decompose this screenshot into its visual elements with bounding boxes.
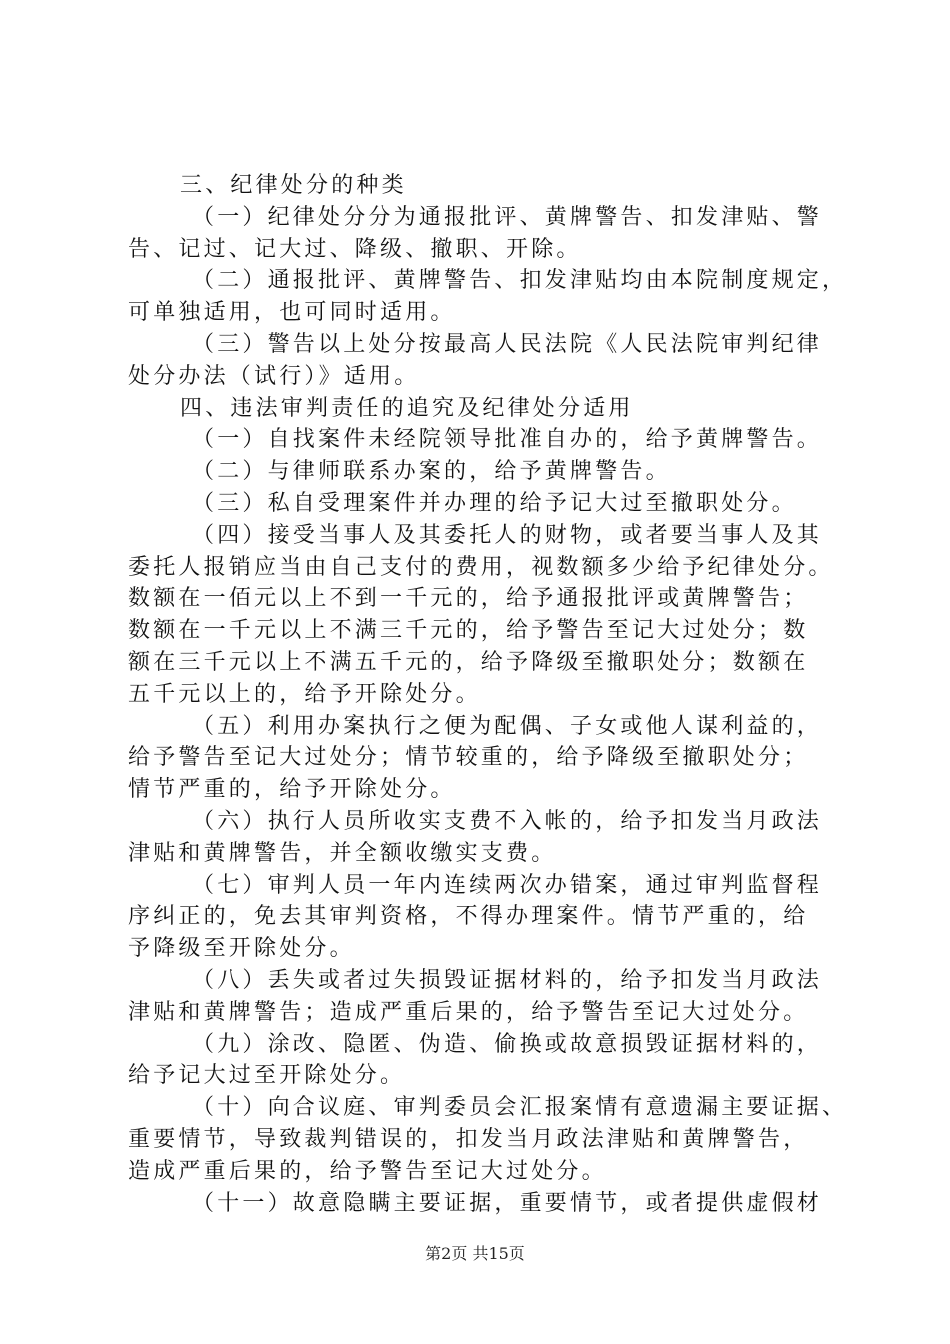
- paragraph-line: 情节严重的，给予开除处分。: [128, 777, 456, 803]
- paragraph-line: （三）私自受理案件并办理的给予记大过至撤职处分。: [192, 490, 797, 516]
- paragraph-line: （十一）故意隐瞒主要证据，重要情节，或者提供虚假材: [192, 1190, 823, 1216]
- paragraph-line: 委托人报销应当由自己支付的费用，视数额多少给予纪律处分。: [128, 554, 834, 580]
- page-number-footer: 第2页 共15页: [425, 1244, 525, 1263]
- paragraph-line: 额在三千元以上不满五千元的，给予降级至撤职处分；数额在: [128, 649, 809, 675]
- paragraph-line: 给予记大过至开除处分。: [128, 1063, 406, 1089]
- paragraph-line: 数额在一佰元以上不到一千元的，给予通报批评或黄牌警告；: [128, 586, 809, 612]
- paragraph-line: 重要情节，导致裁判错误的，扣发当月政法津贴和黄牌警告，: [128, 1126, 809, 1152]
- paragraph-line: 造成严重后果的，给予警告至记大过处分。: [128, 1158, 607, 1184]
- paragraph-line: （九）涂改、隐匿、伪造、偷换或故意损毁证据材料的，: [192, 1031, 823, 1057]
- paragraph-line: （一）纪律处分分为通报批评、黄牌警告、扣发津贴、警: [192, 204, 823, 230]
- section-heading: 三、纪律处分的种类: [180, 173, 407, 198]
- paragraph-line: （三）警告以上处分按最高人民法院《人民法院审判纪律: [192, 331, 823, 357]
- paragraph-line: 数额在一千元以上不满三千元的，给予警告至记大过处分；数: [128, 618, 809, 644]
- paragraph-line: 处分办法（试行）》适用。: [128, 363, 420, 389]
- paragraph-line: （二）与律师联系办案的，给予黄牌警告。: [192, 459, 671, 485]
- paragraph-line: （五）利用办案执行之便为配偶、子女或他人谋利益的，: [192, 713, 823, 739]
- paragraph-line: （六）执行人员所收实支费不入帐的，给予扣发当月政法: [192, 808, 823, 834]
- paragraph-line: 津贴和黄牌警告；造成严重后果的，给予警告至记大过处分。: [128, 999, 809, 1025]
- paragraph-line: （四）接受当事人及其委托人的财物，或者要当事人及其: [192, 522, 823, 548]
- paragraph-line: （七）审判人员一年内连续两次办错案，通过审判监督程: [192, 872, 823, 898]
- paragraph-line: （一）自找案件未经院领导批准自办的，给予黄牌警告。: [192, 427, 823, 453]
- paragraph-line: 序纠正的，免去其审判资格，不得办理案件。情节严重的，给: [128, 904, 809, 930]
- paragraph-line: （十）向合议庭、审判委员会汇报案情有意遗漏主要证据、: [192, 1095, 848, 1121]
- paragraph-line: 予降级至开除处分。: [128, 936, 355, 962]
- paragraph-line: （八）丢失或者过失损毁证据材料的，给予扣发当月政法: [192, 967, 823, 993]
- paragraph-line: 告、记过、记大过、降级、撤职、开除。: [128, 236, 582, 262]
- paragraph-line: （二）通报批评、黄牌警告、扣发津贴均由本院制度规定，: [192, 268, 848, 294]
- paragraph-line: 可单独适用，也可同时适用。: [128, 300, 456, 326]
- document-body: [128, 170, 848, 1219]
- paragraph-line: 津贴和黄牌警告，并全额收缴实支费。: [128, 840, 557, 866]
- paragraph-line: 给予警告至记大过处分；情节较重的，给予降级至撤职处分；: [128, 745, 809, 771]
- section-heading: 四、违法审判责任的追究及纪律处分适用: [180, 395, 634, 421]
- paragraph-line: 五千元以上的，给予开除处分。: [128, 681, 481, 707]
